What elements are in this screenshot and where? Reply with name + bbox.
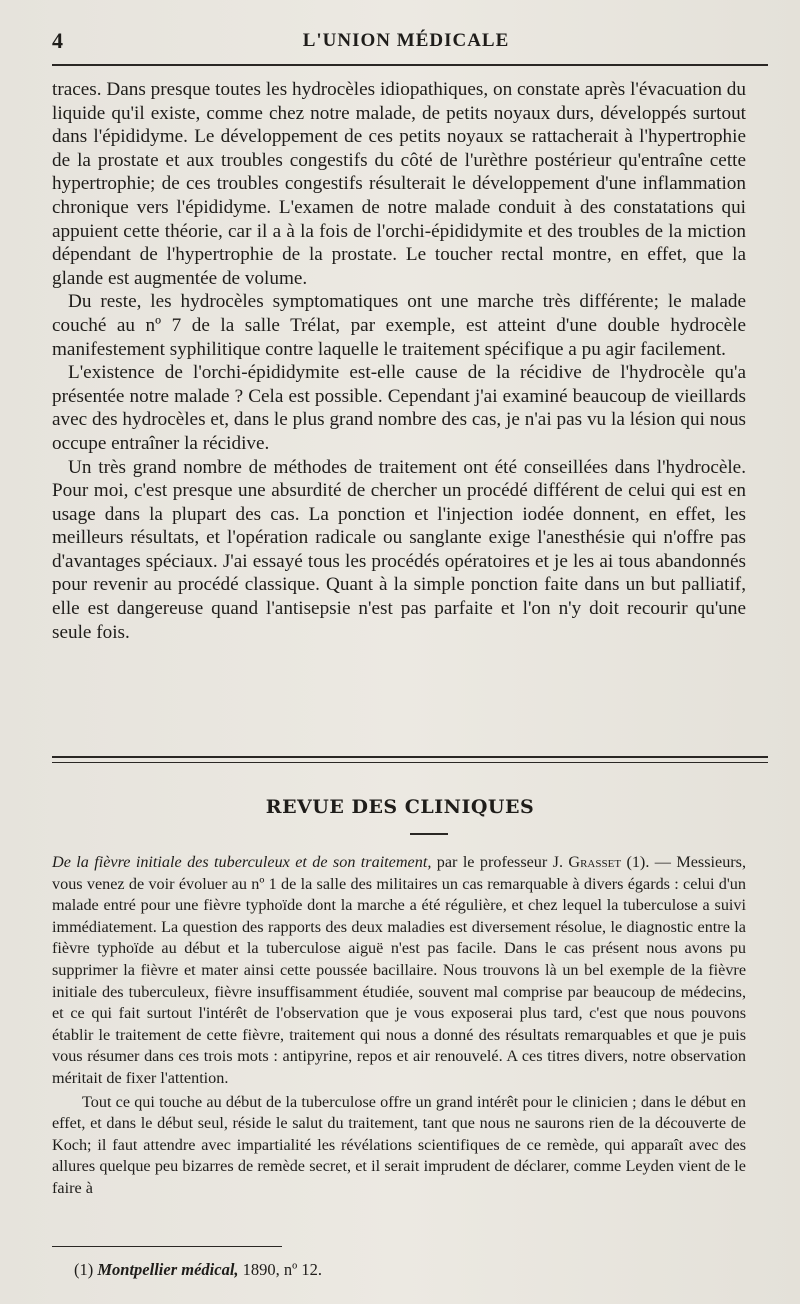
- page-header: [52, 26, 760, 58]
- clinic-review-paragraph: [52, 852, 746, 1090]
- clinic-review-paragraph: Tout ce qui touche au début de la tuberculose offre un grand intérêt pour le clinicien ; dans le début en effet, et dans le début seul, réside le salut du traitement, tant que nous ne saurons rien de la découverte de Koch; il faut attendre avec impartialité les révélations scientifiques de ce remède, qui apparaît avec des allures quelque peu bizarres de remède secret, et il serait imprudent de déclarer, comme Leyden vient de le faire à: [52, 1092, 746, 1197]
- article-body: [52, 78, 746, 644]
- article-paragraph: Du reste, les hydrocèles symptomatiques ont une marche très différente; le malade couché au nº 7 de la salle Trélat, par exemple, est atteint d'une double hydrocèle manifestement syphilitique contre laquelle le traitement spécifique a pu agir facilement.: [52, 291, 746, 360]
- title-underline: [410, 833, 448, 835]
- footnote-rule: [52, 1246, 282, 1247]
- lecture-text: — Messieurs, vous venez de voir évoluer au nº 1 de la salle des militaires un cas remarquable à divers égards : celui d'un malade entré pour une fièvre typhoïde dont la marche a été régulière, et chez lequel la tuberculose a suivi immédiatement. La question des rapports des deux maladies est diversement résolue, le diagnostic entre la fièvre typhoïde au début et la tuberculose aiguë n'est pas facile. Dans le cas présent nous avons pu supprimer la fièvre et mater ainsi cette poussée bacillaire. Nous trouvons là un bel exemple de la fièvre initiale des tuberculeux, fièvre insuffisamment étudiée, souvent mal comprise par beaucoup de médecins, et ce qui fait surtout l'intérêt de l'observation que je vous exposerai plus tard, c'est que nous pouvons établir le traitement de cette fièvre, traitement qui nous a donné des résultats remarquables et que je puis vous résumer dans ces trois mots : antipyrine, repos et air renouvelé. A ces titres divers, notre observation méritait de fixer l'attention.: [52, 853, 747, 1087]
- section-divider-bottom: [52, 762, 768, 763]
- page-number: 4: [52, 28, 63, 53]
- footnote: [74, 1260, 322, 1280]
- article-paragraph: traces. Dans presque toutes les hydrocèles idiopathiques, on constate après l'évacuation du liquide qu'il existe, comme chez notre malade, de petits noyaux durs, développés surtout dans l'épididyme. Le développement de ces petits noyaux se rattacherait à l'hypertrophie de la prostate et aux troubles congestifs du côté de l'urèthre postérieur qu'entraîne cette hypertrophie; de ces troubles congestifs résulterait le développement d'une inflammation chronique vers l'épididyme. L'examen de notre malade conduit à des constatations qui appuient cette théorie, car il a à la fois de l'orchi-épididymite et des troubles de la miction dépendant de l'hypertrophie de la prostate. Le toucher rectal montre, en effet, que la glande est augmentée de volume.: [52, 79, 746, 289]
- clinic-review-body: [52, 852, 746, 1200]
- lecture-title: De la fièvre initiale des tuberculeux et de son traitement,: [52, 853, 432, 871]
- lecture-author: Grasset: [568, 853, 622, 871]
- running-title: L'UNION MÉDICALE: [302, 30, 510, 51]
- footnote-marker: (1): [74, 1260, 98, 1279]
- footnote-reference: (1).: [621, 853, 650, 871]
- section-title: REVUE DES CLINIQUES: [265, 796, 535, 818]
- footnote-detail: 1890, nº 12.: [238, 1260, 323, 1279]
- section-divider-top: [52, 756, 768, 758]
- article-paragraph: L'existence de l'orchi-épididymite est-elle cause de la récidive de l'hydrocèle qu'a présentée notre malade ? Cela est possible. Cependant j'ai examiné beaucoup de vieillards avec des hydrocèles et, dans le plus grand nombre des cas, je n'ai pas vu la lésion qui nous occupe entraîner la récidive.: [52, 362, 746, 454]
- lecture-byline: par le professeur J.: [431, 853, 569, 871]
- header-rule: [52, 64, 768, 66]
- article-paragraph: Un très grand nombre de méthodes de traitement ont été conseillées dans l'hydrocèle. Pour moi, c'est presque une absurdité de chercher un procédé différent de celui qui est en usage dans la plupart des cas. La ponction et l'injection iodée donnent, en effet, les meilleurs résultats, et l'opération radicale ou sanglante exige l'anesthésie qui n'offre pas d'avantages spéciaux. J'ai essayé tous les procédés opératoires et je les ai tous abandonnés pour revenir au procédé classique. Quant à la simple ponction faite dans un but palliatif, elle est dangereuse quand l'antisepsie n'est pas parfaite et l'on n'y doit recourir qu'une seule fois.: [52, 456, 746, 643]
- footnote-publication: Montpellier médical,: [97, 1260, 239, 1279]
